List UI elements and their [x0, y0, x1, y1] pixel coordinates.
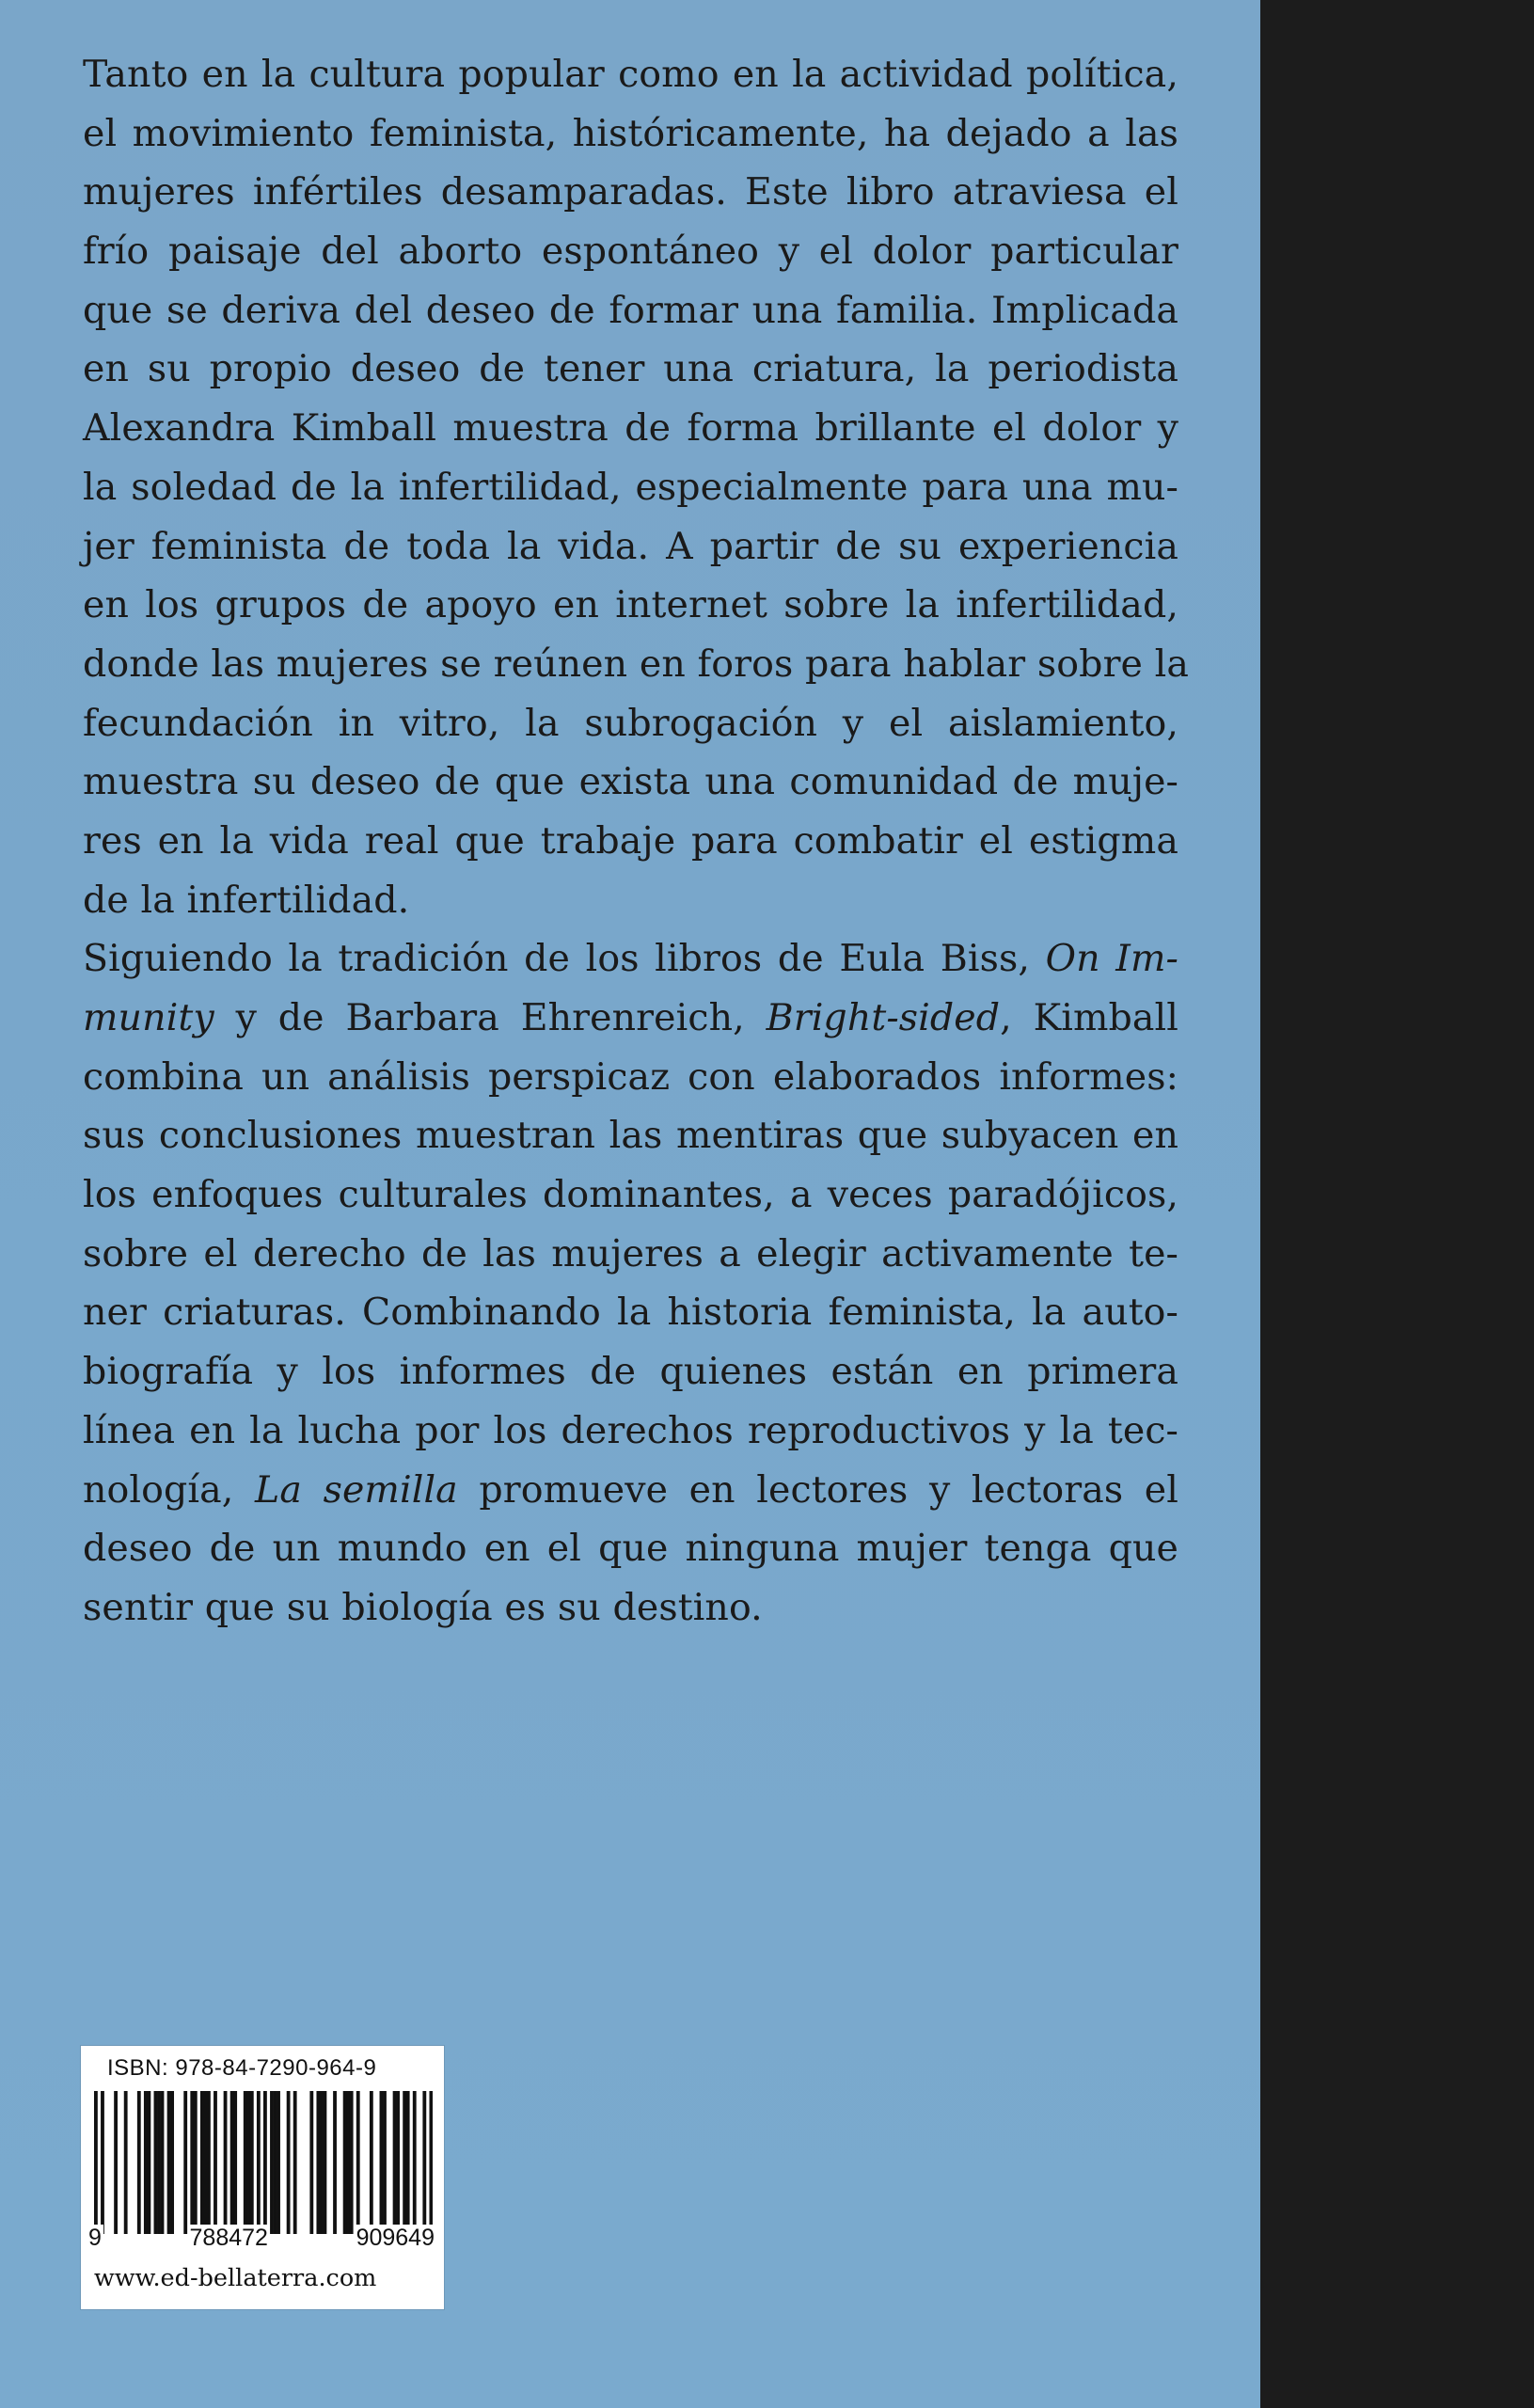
blurb-line-27: sentir que su biología es su destino.	[83, 1585, 763, 1629]
blurb-line-2: el movimiento feminista, históricamente, ha dejado a las	[83, 111, 1178, 155]
barcode-bar	[161, 2091, 165, 2234]
barcode-bar	[393, 2091, 397, 2234]
barcode-bar	[380, 2091, 384, 2234]
barcode-bar	[147, 2091, 150, 2234]
barcode-bar	[270, 2091, 274, 2234]
barcode-bar	[114, 2091, 118, 2234]
barcode-bar	[343, 2091, 347, 2234]
barcode-bar	[429, 2091, 433, 2234]
barcode-bar	[383, 2091, 387, 2234]
blurb-line-13: muestra su deseo de que exista una comunidad de muje-	[83, 760, 1178, 804]
barcode-bar	[124, 2091, 128, 2234]
blurb-line-25: nología, La semilla promueve en lectores y lectoras el	[83, 1467, 1178, 1512]
blurb-line-15: de la infertilidad.	[83, 878, 410, 922]
blurb-line-23: biografía y los informes de quienes están en primera	[83, 1350, 1178, 1394]
blurb-line-22: ner criaturas. Combinando la historia feminista, la auto-	[83, 1291, 1178, 1335]
blurb-line-6: en su propio deseo de tener una criatura, la periodista	[83, 347, 1178, 391]
isbn-label: ISBN: 978-84-7290-964-9	[107, 2055, 377, 2081]
barcode-bar	[346, 2091, 350, 2234]
barcode-bar	[224, 2091, 228, 2234]
barcode-bar	[203, 2091, 207, 2234]
barcode-bar	[170, 2091, 174, 2234]
barcode-bar	[257, 2091, 261, 2234]
barcode-bar	[413, 2091, 417, 2234]
barcode-bar	[190, 2091, 194, 2234]
barcode-bar	[293, 2091, 297, 2234]
blurb-line-21: sobre el derecho de las mujeres a elegir activamente te-	[83, 1231, 1178, 1275]
barcode-bar	[167, 2091, 171, 2234]
barcode-bar	[207, 2091, 211, 2234]
barcode-bar	[333, 2091, 337, 2234]
barcode-bar	[157, 2091, 161, 2234]
barcode-bar	[263, 2091, 267, 2234]
barcode-bar	[137, 2091, 141, 2234]
barcode-bar	[183, 2091, 187, 2234]
blurb-line-20: los enfoques culturales dominantes, a veces paradójicos,	[83, 1173, 1178, 1217]
barcode-bar	[320, 2091, 324, 2234]
barcode-panel	[81, 2046, 444, 2309]
barcode-bar	[154, 2091, 158, 2234]
barcode-bar	[244, 2091, 247, 2234]
ean-digit-group-left: 788472	[189, 2225, 268, 2251]
blurb-line-16: Siguiendo la tradición de los libros de Eula Biss, On Im-	[83, 937, 1179, 981]
blurb-line-1: Tanto en la cultura popular como en la actividad política,	[83, 53, 1178, 96]
blurb-line-17: munity y de Barbara Ehrenreich, Bright-sided, Kimball	[83, 996, 1179, 1039]
barcode-bar	[246, 2091, 250, 2234]
barcode-bar	[277, 2091, 280, 2234]
barcode-bar	[370, 2091, 373, 2234]
ean-digits	[87, 2225, 436, 2252]
blurb-line-5: que se deriva del deseo de formar una familia. Implicada	[83, 288, 1178, 332]
barcode-bar	[250, 2091, 254, 2234]
barcode-bar	[213, 2091, 217, 2234]
barcode-bar	[403, 2091, 406, 2234]
blurb-line-4: frío paisaje del aborto espontáneo y el dolor particular	[83, 230, 1178, 274]
ean-digit-group-right: 909649	[356, 2225, 435, 2251]
blurb-line-9: jer feminista de toda la vida. A partir de su experiencia	[83, 524, 1178, 568]
blurb-line-18: combina un análisis perspicaz con elaborados informes:	[83, 1054, 1178, 1099]
blurb-line-7: Alexandra Kimball muestra de forma brillante el dolor y	[83, 406, 1178, 451]
blurb-line-19: sus conclusiones muestran las mentiras que subyacen en	[83, 1114, 1178, 1158]
barcode-bar	[309, 2091, 313, 2234]
barcode-bar	[144, 2091, 148, 2234]
ean-digit-prefix: 9	[88, 2225, 102, 2251]
barcode-bar	[194, 2091, 198, 2234]
barcode-bar	[230, 2091, 234, 2234]
blurb-line-26: deseo de un mundo en el que ninguna mujer tenga que	[83, 1527, 1178, 1571]
barcode-bar	[324, 2091, 327, 2234]
barcode-bar	[94, 2091, 98, 2234]
blurb-line-10: en los grupos de apoyo en internet sobre la infertilidad,	[83, 583, 1178, 627]
barcode-bar	[406, 2091, 410, 2234]
blurb-line-3: mujeres infértiles desamparadas. Este libro atraviesa el	[83, 170, 1178, 214]
barcode-image	[94, 2091, 433, 2234]
barcode-bar	[422, 2091, 426, 2234]
publisher-website: www.ed-bellaterra.com	[94, 2264, 377, 2292]
barcode-bar	[274, 2091, 277, 2234]
blurb-line-8: la soledad de la infertilidad, especialmente para una mu-	[83, 465, 1178, 509]
barcode-bar	[287, 2091, 291, 2234]
barcode-bar	[356, 2091, 360, 2234]
barcode-bar	[233, 2091, 237, 2234]
blurb-line-11: donde las mujeres se reúnen en foros para hablar sobre la	[83, 642, 1190, 686]
barcode-bar	[200, 2091, 204, 2234]
barcode-bar	[101, 2091, 104, 2234]
barcode-bar	[350, 2091, 354, 2234]
blurb-line-24: línea en la lucha por los derechos reproductivos y la tec-	[83, 1408, 1178, 1452]
barcode-bar	[316, 2091, 320, 2234]
barcode-bar	[396, 2091, 400, 2234]
book-spine	[1260, 0, 1534, 2408]
blurb-line-12: fecundación in vitro, la subrogación y el aislamiento,	[83, 701, 1178, 745]
blurb-text	[83, 45, 1190, 1638]
blurb-line-14: res en la vida real que trabaje para combatir el estigma	[83, 818, 1178, 863]
